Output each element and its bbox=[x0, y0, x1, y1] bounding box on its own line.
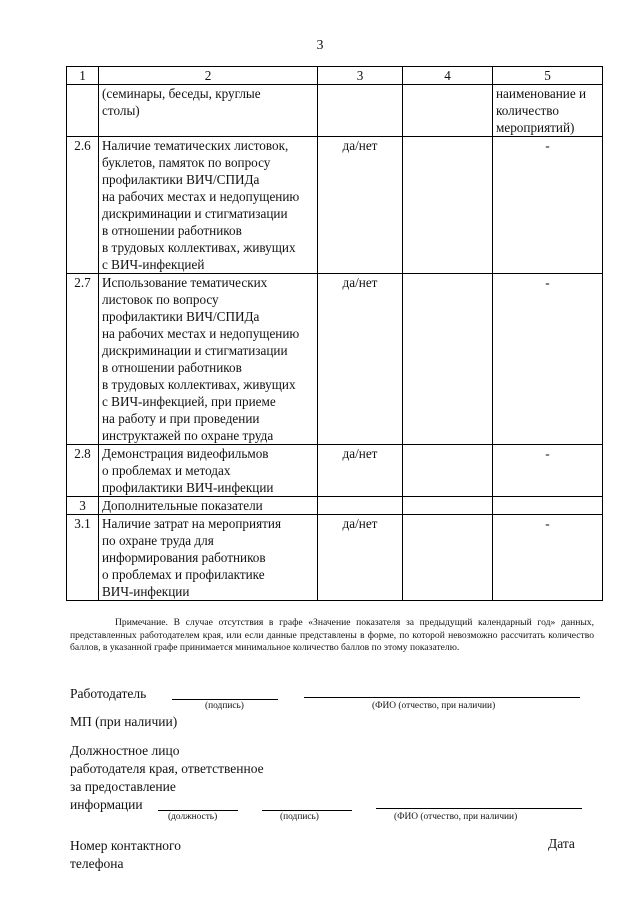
prev-year-value-cell bbox=[403, 497, 493, 515]
table-row bbox=[67, 137, 603, 274]
official-signature-caption: (подпись) bbox=[280, 812, 319, 822]
indicator-text-line: информирования работников bbox=[102, 550, 266, 565]
row-number-cell: 2.8 bbox=[67, 445, 99, 497]
official-position-line bbox=[158, 810, 238, 811]
indicator-text-line: в отношении работников bbox=[102, 360, 242, 375]
official-fio-caption: (ФИО (отчество, при наличии) bbox=[394, 812, 518, 822]
indicator-text-line: Дополнительные показатели bbox=[102, 498, 263, 513]
employer-fio-line bbox=[304, 697, 580, 698]
table-row bbox=[67, 497, 603, 515]
table-header-row bbox=[67, 67, 603, 85]
indicator-text-line: буклетов, памяток по вопросу bbox=[102, 155, 271, 170]
value-cell: да/нет bbox=[318, 515, 403, 601]
indicator-text-line: профилактики ВИЧ-инфекции bbox=[102, 480, 274, 495]
indicator-text-cell bbox=[99, 515, 318, 601]
stamp-label: МП (при наличии) bbox=[70, 714, 178, 729]
row-number-cell: 2.7 bbox=[67, 274, 99, 445]
points-line: мероприятий) bbox=[496, 120, 575, 135]
value-cell: да/нет bbox=[318, 137, 403, 274]
indicator-text-line: на рабочих местах и недопущению bbox=[102, 326, 300, 341]
header-cell: 2 bbox=[99, 67, 318, 85]
employer-label: Работодатель bbox=[70, 686, 147, 701]
prev-year-value-cell bbox=[403, 85, 493, 137]
note-paragraph: Примечание. В случае отсутствия в графе «Значение показателя за предыдущий календарный год» данных, представленных работодателем края, или если данные представлены в форме, по которой невозможно рассчитать количество баллов, в указанной графе принимается минимальное количество баллов по этому показателю. bbox=[70, 617, 594, 654]
indicator-text-line: инструктажей по охране труда bbox=[102, 428, 274, 443]
employer-signature-caption: (подпись) bbox=[205, 701, 244, 711]
prev-year-value-cell bbox=[403, 445, 493, 497]
indicator-text-line: на работу и при проведении bbox=[102, 411, 260, 426]
indicator-text-line: ВИЧ-инфекции bbox=[102, 584, 190, 599]
value-cell bbox=[318, 85, 403, 137]
indicator-text-line: о проблемах и профилактике bbox=[102, 567, 265, 582]
points-line: - bbox=[545, 275, 550, 290]
official-label-line-1: Должностное лицо bbox=[70, 743, 180, 758]
indicator-text-line: столы) bbox=[102, 103, 140, 118]
indicator-text-line: Использование тематических bbox=[102, 275, 268, 290]
points-line: количество bbox=[496, 103, 559, 118]
points-cell bbox=[493, 274, 603, 445]
row-number-cell: 3 bbox=[67, 497, 99, 515]
indicator-text-line: с ВИЧ-инфекцией, при приеме bbox=[102, 394, 276, 409]
indicator-text-line: с ВИЧ-инфекцией bbox=[102, 257, 205, 272]
indicator-text-cell bbox=[99, 137, 318, 274]
indicator-text-line: профилактики ВИЧ/СПИДа bbox=[102, 309, 260, 324]
points-line: - bbox=[545, 446, 550, 461]
official-label-line-4: информации bbox=[70, 797, 143, 812]
official-fio-line bbox=[376, 808, 582, 809]
row-number-cell: 3.1 bbox=[67, 515, 99, 601]
indicator-text-line: о проблемах и методах bbox=[102, 463, 231, 478]
header-cell: 1 bbox=[67, 67, 99, 85]
employer-fio-caption: (ФИО (отчество, при наличии) bbox=[372, 701, 496, 711]
official-signature-line bbox=[262, 810, 352, 811]
points-cell bbox=[493, 85, 603, 137]
employer-signature-line bbox=[172, 699, 278, 700]
prev-year-value-cell bbox=[403, 274, 493, 445]
indicator-text-line: на рабочих местах и недопущению bbox=[102, 189, 300, 204]
indicator-text-line: Наличие тематических листовок, bbox=[102, 138, 289, 153]
value-cell bbox=[318, 497, 403, 515]
indicator-text-line: в трудовых коллективах, живущих bbox=[102, 240, 296, 255]
indicator-text-line: дискриминации и стигматизации bbox=[102, 206, 288, 221]
indicators-table bbox=[66, 66, 603, 601]
points-cell bbox=[493, 497, 603, 515]
indicator-text-cell bbox=[99, 274, 318, 445]
indicator-text-line: в отношении работников bbox=[102, 223, 242, 238]
points-cell bbox=[493, 137, 603, 274]
indicator-text-line: Наличие затрат на мероприятия bbox=[102, 516, 282, 531]
indicator-text-line: Демонстрация видеофильмов bbox=[102, 446, 269, 461]
indicator-text-cell bbox=[99, 445, 318, 497]
indicator-text-line: профилактики ВИЧ/СПИДа bbox=[102, 172, 260, 187]
points-line: наименование и bbox=[496, 86, 587, 101]
indicator-text-cell bbox=[99, 85, 318, 137]
points-cell bbox=[493, 515, 603, 601]
indicator-text-line: по охране труда для bbox=[102, 533, 214, 548]
prev-year-value-cell bbox=[403, 515, 493, 601]
row-number-cell bbox=[67, 85, 99, 137]
indicator-text-line: (семинары, беседы, круглые bbox=[102, 86, 261, 101]
value-cell: да/нет bbox=[318, 274, 403, 445]
page-number: 3 bbox=[316, 38, 324, 53]
indicator-text-line: в трудовых коллективах, живущих bbox=[102, 377, 296, 392]
indicator-text-line: листовок по вопросу bbox=[102, 292, 219, 307]
points-line: - bbox=[545, 138, 550, 153]
indicator-text-line: дискриминации и стигматизации bbox=[102, 343, 288, 358]
header-cell: 5 bbox=[493, 67, 603, 85]
table-row bbox=[67, 85, 603, 137]
points-line: - bbox=[545, 516, 550, 531]
table-row bbox=[67, 445, 603, 497]
official-label-line-3: за предоставление bbox=[70, 779, 176, 794]
official-position-caption: (должность) bbox=[168, 812, 218, 822]
prev-year-value-cell bbox=[403, 137, 493, 274]
points-cell bbox=[493, 445, 603, 497]
phone-label-line-1: Номер контактного bbox=[70, 838, 182, 853]
table-row bbox=[67, 515, 603, 601]
header-cell: 3 bbox=[318, 67, 403, 85]
value-cell: да/нет bbox=[318, 445, 403, 497]
official-label-line-2: работодателя края, ответственное bbox=[70, 761, 264, 776]
phone-label-line-2: телефона bbox=[70, 856, 124, 871]
indicator-text-cell bbox=[99, 497, 318, 515]
header-cell: 4 bbox=[403, 67, 493, 85]
row-number-cell: 2.6 bbox=[67, 137, 99, 274]
date-label: Дата bbox=[548, 836, 575, 851]
table-row bbox=[67, 274, 603, 445]
